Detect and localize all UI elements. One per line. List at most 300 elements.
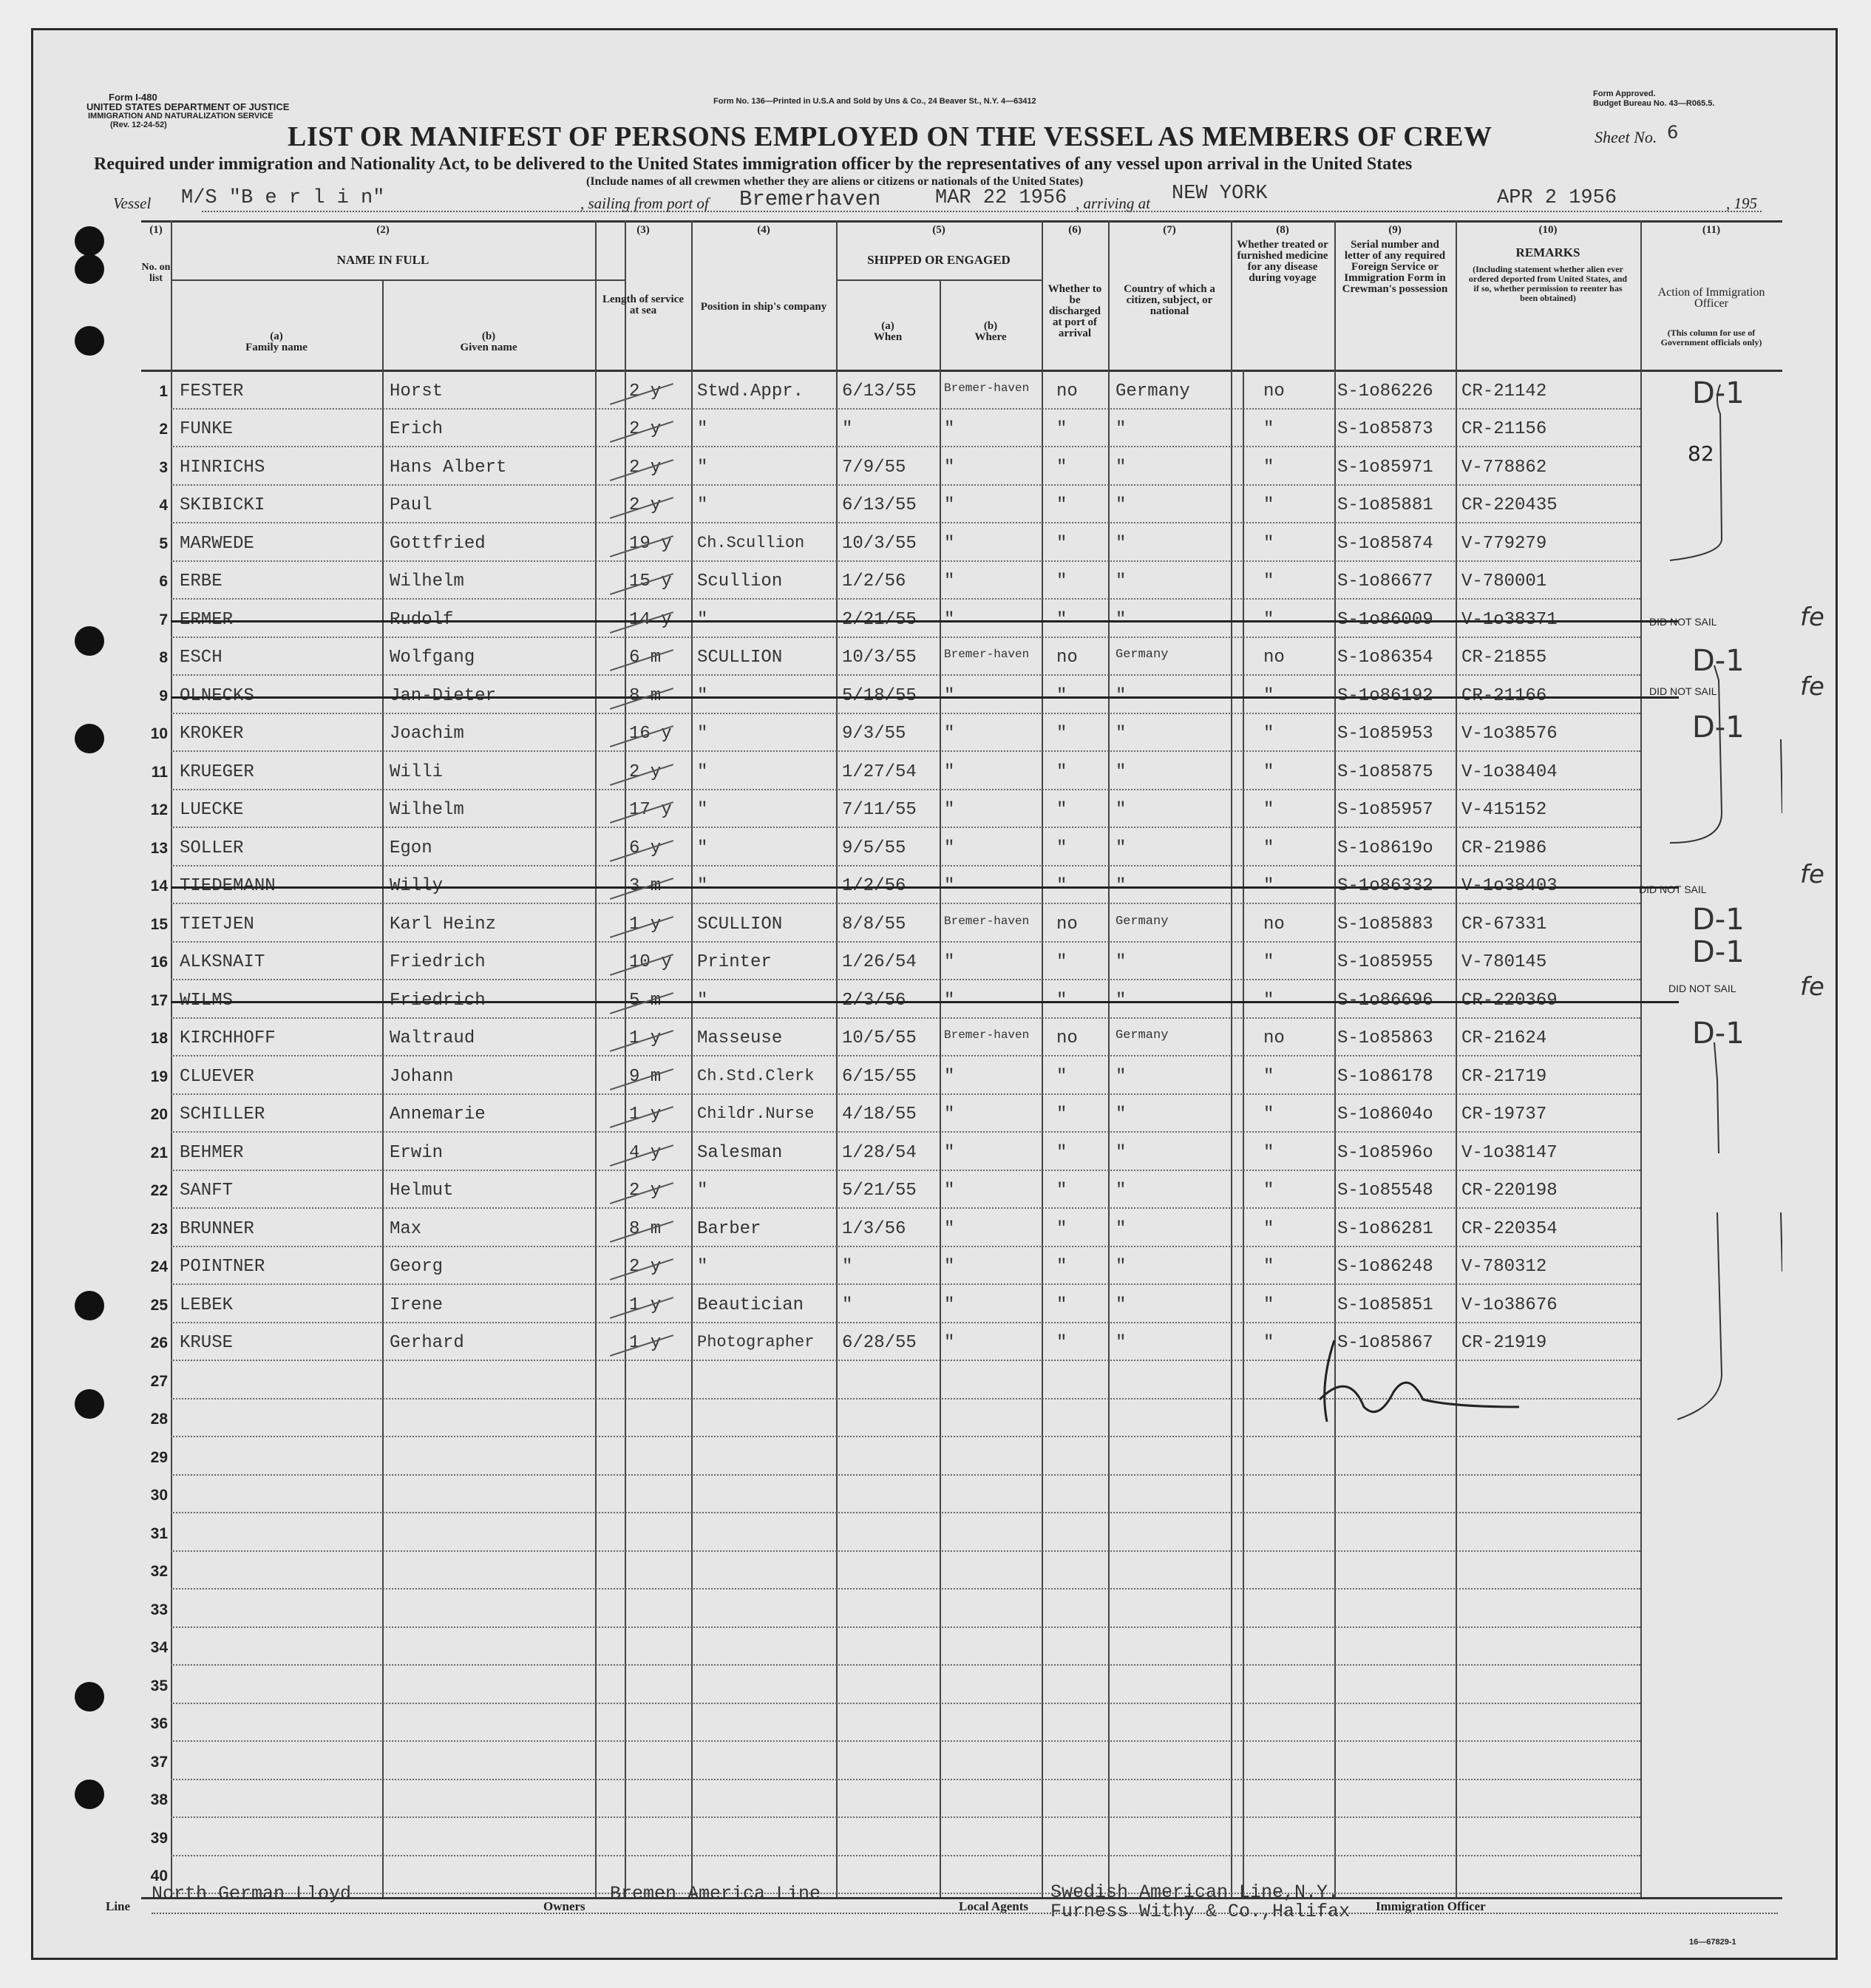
family-name-cell: TIEDEMANN	[180, 876, 276, 896]
col9-number: (9)	[1388, 224, 1402, 236]
position-cell: "	[697, 685, 708, 706]
treated-cell: "	[1263, 1218, 1274, 1239]
when-cell: 6/15/55	[842, 1066, 917, 1087]
where-cell: "	[944, 495, 955, 515]
position-cell: Salesman	[697, 1142, 783, 1163]
serial-cell: S-1o85863	[1337, 1028, 1433, 1048]
owners-label: Owners	[543, 1899, 585, 1913]
serial-cell: S-1o86696	[1337, 990, 1433, 1011]
officer-initials: fe	[1800, 603, 1824, 632]
serial-cell: S-1o85881	[1337, 495, 1433, 515]
treated-cell: "	[1263, 761, 1274, 782]
given-name-cell: Wolfgang	[390, 648, 475, 668]
footer-code: 16—67829-1	[1689, 1938, 1736, 1947]
row-number: 27	[150, 1372, 168, 1390]
treated-cell: "	[1263, 1333, 1274, 1353]
where-cell: "	[944, 609, 955, 630]
family-name-cell: TIETJEN	[180, 914, 254, 934]
treated-cell: "	[1263, 495, 1274, 515]
remarks-cell: CR-220435	[1461, 495, 1558, 515]
line-label: Line	[106, 1899, 131, 1913]
remarks-cell: V-1o38403	[1461, 876, 1558, 896]
when-cell: 1/27/54	[842, 761, 917, 782]
family-name-cell: BRUNNER	[180, 1218, 254, 1239]
row-rule	[171, 903, 1640, 904]
given-name-cell: Max	[390, 1218, 422, 1239]
name-in-full-label: NAME IN FULL	[336, 253, 429, 267]
remarks-cell: V-1o38147	[1461, 1142, 1558, 1163]
name-subhead-rule	[171, 279, 625, 281]
when-cell: 6/13/55	[842, 495, 917, 515]
row-number: 9	[159, 687, 168, 705]
remarks-cell: CR-19737	[1461, 1105, 1547, 1124]
given-name-label: (b) Given name	[460, 330, 517, 353]
row-number: 28	[150, 1411, 168, 1428]
service-cell: 17 y	[629, 800, 672, 820]
serial-cell: S-1o8596o	[1337, 1142, 1433, 1163]
punch-hole	[75, 254, 104, 284]
row-rule	[171, 1246, 1640, 1247]
position-cell: "	[697, 838, 708, 858]
family-name-cell: SKIBICKI	[180, 495, 265, 515]
treated-cell: "	[1263, 685, 1274, 706]
officer-mark-d1: D-1	[1692, 710, 1745, 744]
where-cell: "	[944, 1218, 955, 1239]
row-rule	[171, 1855, 1640, 1856]
row-rule	[171, 1893, 1640, 1894]
row-number: 3	[159, 458, 168, 476]
row-rule	[171, 1626, 1640, 1628]
treated-cell: no	[1263, 648, 1285, 668]
row-rule	[171, 1170, 1640, 1171]
treated-cell: "	[1263, 419, 1274, 439]
remarks-note: (Including statement whether alien ever ordered deported from United States, and if so, whether permission to reenter has been obtained)	[1468, 264, 1628, 303]
row-number: 39	[150, 1829, 168, 1847]
remarks-cell: CR-21166	[1461, 685, 1547, 706]
row-rule	[171, 1283, 1640, 1285]
row-rule	[171, 1703, 1640, 1704]
country-label: Country of which a citizen, subject, or national	[1124, 283, 1215, 317]
position-cell: Masseuse	[697, 1028, 783, 1048]
given-name-cell: Friedrich	[390, 990, 486, 1011]
row-number: 2	[159, 421, 168, 438]
when-cell: 5/21/55	[842, 1181, 917, 1201]
country-cell: "	[1116, 952, 1127, 972]
row-rule	[171, 979, 1640, 980]
owners-value: Bremen America Line	[610, 1883, 821, 1904]
remarks-cell: CR-21986	[1461, 838, 1547, 858]
row-number: 12	[150, 801, 168, 818]
discharged-cell: "	[1056, 838, 1067, 858]
form-number: Form I-480	[109, 92, 157, 103]
treated-cell: "	[1263, 1142, 1274, 1163]
family-name-cell: KRUEGER	[180, 761, 254, 782]
remarks-cell: V-780145	[1461, 952, 1547, 972]
note: (Include names of all crewmen whether they are aliens or citizens or nationals of the United States)	[586, 175, 1084, 188]
row-rule	[171, 1779, 1640, 1780]
position-cell: SCULLION	[697, 648, 783, 668]
given-name-cell: Johann	[390, 1066, 454, 1087]
service-cell: 8 m	[629, 1218, 662, 1239]
remarks-cell: CR-21855	[1461, 648, 1547, 668]
bracket-mark	[1714, 1042, 1719, 1153]
country-cell: "	[1116, 609, 1127, 630]
row-number: 20	[150, 1106, 168, 1123]
agents-value-2: Furness Withy & Co.,Halifax	[1050, 1901, 1351, 1922]
when-cell: 1/2/56	[842, 876, 906, 896]
when-cell: 2/3/56	[842, 990, 906, 1011]
discharged-cell: "	[1056, 990, 1067, 1011]
where-cell: "	[944, 724, 955, 744]
country-cell: "	[1116, 419, 1127, 439]
officer-mark-d1: D-1	[1692, 935, 1745, 969]
country-cell: "	[1116, 533, 1127, 554]
serial-cell: S-1o86354	[1337, 648, 1433, 668]
voyage-underline	[202, 211, 1762, 212]
serial-cell: S-1o85867	[1337, 1333, 1433, 1353]
service-cell: 2 y	[629, 457, 662, 478]
punch-hole	[75, 326, 104, 356]
col-divider	[836, 220, 838, 1897]
col-divider	[1334, 220, 1336, 1897]
serial-cell: S-1o86332	[1337, 876, 1433, 896]
service-cell: 1 y	[629, 914, 662, 934]
strike-through-line	[171, 886, 1679, 889]
strike-through-line	[171, 696, 1679, 699]
given-name-cell: Georg	[390, 1257, 444, 1277]
where-cell: "	[944, 876, 955, 896]
col4-number: (4)	[757, 224, 770, 236]
row-number: 36	[150, 1715, 168, 1732]
given-name-cell: Irene	[390, 1295, 444, 1315]
position-cell: Printer	[697, 952, 772, 972]
did-not-sail-stamp: DID NOT SAIL	[1649, 685, 1717, 697]
where-cell: "	[944, 1295, 955, 1315]
service-cell: 1 y	[629, 1105, 662, 1124]
treated-label: Whether treated or furnished medicine for any disease during voyage	[1237, 239, 1328, 284]
country-cell: Germany	[1116, 648, 1169, 662]
col8-number: (8)	[1276, 224, 1289, 236]
serial-cell: S-1o86178	[1337, 1066, 1433, 1087]
when-cell: "	[842, 1257, 853, 1277]
row-number: 17	[150, 991, 168, 1009]
family-name-cell: FUNKE	[180, 419, 234, 439]
when-cell: 1/2/56	[842, 571, 906, 591]
row-rule	[171, 1207, 1640, 1209]
row-number: 29	[150, 1448, 168, 1466]
serial-cell: S-1o86677	[1337, 571, 1433, 591]
when-cell: "	[842, 1295, 853, 1315]
position-cell: "	[697, 800, 708, 820]
when-cell: 7/11/55	[842, 800, 917, 820]
service-label: Length of service at sea	[602, 294, 684, 316]
remarks-cell: V-779279	[1461, 533, 1547, 554]
row-rule	[171, 1512, 1640, 1513]
family-name-cell: KIRCHHOFF	[180, 1028, 276, 1048]
country-cell: "	[1116, 800, 1127, 820]
family-name-cell: BEHMER	[180, 1142, 244, 1163]
family-name-cell: KROKER	[180, 724, 244, 744]
position-cell: "	[697, 1181, 708, 1201]
row-number: 14	[150, 878, 168, 895]
when-cell: 1/26/54	[842, 952, 917, 972]
where-cell: "	[944, 1142, 955, 1163]
discharged-cell: "	[1056, 457, 1067, 478]
treated-cell: "	[1263, 724, 1274, 744]
serial-cell: S-1o85953	[1337, 724, 1433, 744]
when-cell: 10/5/55	[842, 1028, 917, 1048]
treated-cell: "	[1263, 876, 1274, 896]
service-cell: 10 y	[629, 952, 672, 972]
when-cell: 8/8/55	[842, 914, 906, 934]
remarks-cell: V-1o38371	[1461, 609, 1558, 630]
signature	[1305, 1326, 1527, 1429]
family-name-cell: HINRICHS	[180, 457, 265, 478]
given-name-cell: Wilhelm	[390, 571, 464, 591]
year-suffix: , 195	[1726, 194, 1757, 212]
given-name-cell: Willy	[390, 876, 444, 896]
service-cell: 1 y	[629, 1333, 662, 1353]
officer-mark-d1: D-1	[1692, 376, 1745, 410]
remarks-cell: V-1o38676	[1461, 1295, 1558, 1315]
country-cell: Germany	[1116, 381, 1190, 401]
sailing-port: Bremerhaven	[739, 187, 881, 211]
position-cell: Stwd.Appr.	[697, 381, 804, 401]
remarks-cell: V-778862	[1461, 457, 1547, 478]
position-cell: Barber	[697, 1218, 761, 1239]
remarks-cell: V-780312	[1461, 1257, 1547, 1277]
row-number: 22	[150, 1182, 168, 1199]
treated-cell: no	[1263, 1028, 1285, 1048]
agents-label: Local Agents	[959, 1899, 1028, 1913]
family-name-cell: CLUEVER	[180, 1066, 254, 1087]
country-cell: "	[1116, 1218, 1127, 1239]
country-cell: "	[1116, 1257, 1127, 1277]
where-cell: "	[944, 838, 955, 858]
country-cell: "	[1116, 876, 1127, 896]
serial-cell: S-1o86009	[1337, 609, 1433, 630]
family-name-cell: WILMS	[180, 990, 234, 1011]
given-name-cell: Erwin	[390, 1142, 444, 1163]
when-label: (a) When	[873, 320, 903, 343]
treated-cell: no	[1263, 381, 1285, 401]
col2-number: (2)	[376, 224, 390, 236]
where-cell: "	[944, 685, 955, 706]
discharged-cell: "	[1056, 1142, 1067, 1163]
col-divider	[1456, 220, 1457, 1897]
service-cell: 2 y	[629, 419, 662, 439]
discharged-cell: "	[1056, 685, 1067, 706]
treated-cell: "	[1263, 1066, 1274, 1087]
where-cell: Bremer-haven	[944, 914, 1030, 928]
printer-line: Form No. 136—Printed in U.S.A and Sold by Uns & Co., 24 Beaver St., N.Y. 4—63412	[713, 97, 1036, 106]
treated-cell: no	[1263, 914, 1285, 934]
given-name-cell: Willi	[390, 761, 444, 782]
sailing-label: , sailing from port of	[580, 194, 709, 212]
col6-number: (6)	[1068, 224, 1081, 236]
where-cell: "	[944, 800, 955, 820]
did-not-sail-stamp: DID NOT SAIL	[1649, 616, 1717, 628]
row-rule	[171, 827, 1640, 828]
country-cell: "	[1116, 1333, 1127, 1353]
row-number: 7	[159, 611, 168, 628]
service-cell: 3 m	[629, 876, 662, 896]
discharged-cell: "	[1056, 571, 1067, 591]
family-name-cell: KRUSE	[180, 1333, 234, 1353]
officer-action-label: Action of Immigration Officer	[1657, 286, 1765, 310]
service-cell: 19 y	[629, 533, 672, 554]
country-cell: "	[1116, 457, 1127, 478]
col5-number: (5)	[932, 224, 945, 236]
service-cell: 2 y	[629, 761, 662, 782]
discharged-cell: "	[1056, 761, 1067, 782]
serial-cell: S-1o85873	[1337, 419, 1433, 439]
row-rule	[171, 484, 1640, 486]
remarks-cell: CR-220354	[1461, 1218, 1558, 1239]
officer-mark-d1: D-1	[1692, 903, 1745, 937]
row-rule	[171, 598, 1640, 600]
when-cell: 9/3/55	[842, 724, 906, 744]
row-rule	[171, 446, 1640, 447]
row-number: 31	[150, 1524, 168, 1542]
discharged-cell: "	[1056, 1333, 1067, 1353]
col-divider	[595, 220, 597, 1897]
treated-cell: "	[1263, 952, 1274, 972]
position-cell: Ch.Std.Clerk	[697, 1066, 815, 1085]
col-divider	[1231, 220, 1232, 1897]
treated-cell: "	[1263, 1257, 1274, 1277]
discharged-cell: no	[1056, 1028, 1078, 1048]
col-divider	[625, 220, 626, 1897]
remarks-cell: V-780001	[1461, 571, 1547, 591]
where-cell: "	[944, 1181, 955, 1201]
manifest-sheet	[31, 28, 1838, 1960]
where-cell: "	[944, 1066, 955, 1087]
family-name-cell: ERBE	[180, 571, 223, 591]
officer-label: Immigration Officer	[1376, 1899, 1486, 1913]
row-rule	[171, 789, 1640, 790]
service-cell: 1 y	[629, 1295, 662, 1315]
treated-cell: "	[1263, 838, 1274, 858]
service-cell: 2 y	[629, 495, 662, 515]
given-name-cell: Helmut	[390, 1181, 454, 1201]
country-cell: "	[1116, 1181, 1127, 1201]
service-cell: 2 y	[629, 1181, 662, 1201]
row-number: 19	[150, 1068, 168, 1085]
given-name-cell: Wilhelm	[390, 800, 464, 820]
row-number: 30	[150, 1487, 168, 1504]
row-rule	[171, 1664, 1640, 1666]
remarks-cell: CR-21919	[1461, 1333, 1547, 1353]
strike-through-line	[171, 620, 1679, 622]
where-cell: Bremer-haven	[944, 648, 1030, 661]
position-cell: "	[697, 609, 708, 630]
where-cell: "	[944, 761, 955, 782]
bracket-mark	[1781, 1212, 1782, 1272]
crew-table	[141, 220, 1782, 1899]
row-rule	[171, 750, 1640, 752]
discharged-cell: "	[1056, 1105, 1067, 1124]
country-cell: "	[1116, 571, 1127, 591]
position-cell: "	[697, 761, 708, 782]
row-number: 38	[150, 1791, 168, 1808]
row-rule	[171, 713, 1640, 714]
country-cell: "	[1116, 1142, 1127, 1163]
country-cell: "	[1116, 1105, 1127, 1124]
discharged-cell: "	[1056, 1295, 1067, 1315]
service-cell: 15 y	[629, 571, 672, 591]
discharged-cell: "	[1056, 533, 1067, 554]
family-name-cell: SOLLER	[180, 838, 244, 858]
officer-mark-d1: D-1	[1692, 644, 1745, 678]
col1-number: (1)	[149, 224, 163, 236]
sheet-label: Sheet No.	[1595, 128, 1657, 146]
family-name-cell: FESTER	[180, 381, 244, 401]
serial-label: Serial number and letter of any required Foreign Service or Immigration Form in Crewman's possession	[1342, 239, 1448, 295]
service-cell: 2 y	[629, 1257, 662, 1277]
officer-mark-d1: D-1	[1692, 1017, 1745, 1051]
department: UNITED STATES DEPARTMENT OF JUSTICE	[86, 101, 290, 112]
when-cell: 5/18/55	[842, 685, 917, 706]
row-rule	[171, 941, 1640, 943]
row-rule	[171, 560, 1640, 562]
discharged-cell: "	[1056, 800, 1067, 820]
punch-hole	[75, 1780, 104, 1809]
row-number: 4	[159, 497, 168, 514]
col-divider	[1042, 220, 1043, 1897]
given-name-cell: Hans Albert	[390, 457, 507, 478]
position-cell: SCULLION	[697, 914, 783, 934]
position-cell: Childr.Nurse	[697, 1105, 815, 1123]
did-not-sail-stamp: DID NOT SAIL	[1668, 983, 1736, 994]
row-number: 40	[150, 1867, 168, 1884]
row-rule	[171, 1017, 1640, 1019]
remarks-cell: CR-21156	[1461, 419, 1547, 439]
where-cell: "	[944, 571, 955, 591]
family-name-cell: OLNECKS	[180, 685, 254, 706]
family-name-cell: ESCH	[180, 648, 223, 668]
country-cell: "	[1116, 1066, 1127, 1087]
col-divider	[691, 220, 693, 1897]
row-number: 10	[150, 725, 168, 742]
row-rule	[171, 865, 1640, 866]
row-rule	[171, 1816, 1640, 1818]
footer-underline	[152, 1913, 1778, 1914]
when-cell: 2/21/55	[842, 609, 917, 630]
punch-hole	[75, 626, 104, 656]
remarks-cell: CR-220369	[1461, 990, 1558, 1011]
arrival-port: NEW YORK	[1172, 183, 1268, 205]
given-name-cell: Jan-Dieter	[390, 685, 497, 706]
country-cell: "	[1116, 724, 1127, 744]
discharged-cell: no	[1056, 381, 1078, 401]
family-name-cell: LUECKE	[180, 800, 244, 820]
position-cell: "	[697, 495, 708, 515]
serial-cell: S-1o85957	[1337, 800, 1433, 820]
when-cell: 10/3/55	[842, 533, 917, 554]
discharged-cell: "	[1056, 419, 1067, 439]
when-cell: 7/9/55	[842, 457, 906, 478]
country-cell: Germany	[1116, 914, 1169, 929]
row-number: 6	[159, 573, 168, 590]
family-name-cell: SANFT	[180, 1181, 234, 1201]
row-number: 32	[150, 1563, 168, 1580]
treated-cell: "	[1263, 1181, 1274, 1201]
where-cell: "	[944, 533, 955, 554]
discharged-cell: "	[1056, 1181, 1067, 1201]
where-cell: Bremer-haven	[944, 1028, 1030, 1042]
given-name-cell: Joachim	[390, 724, 464, 744]
